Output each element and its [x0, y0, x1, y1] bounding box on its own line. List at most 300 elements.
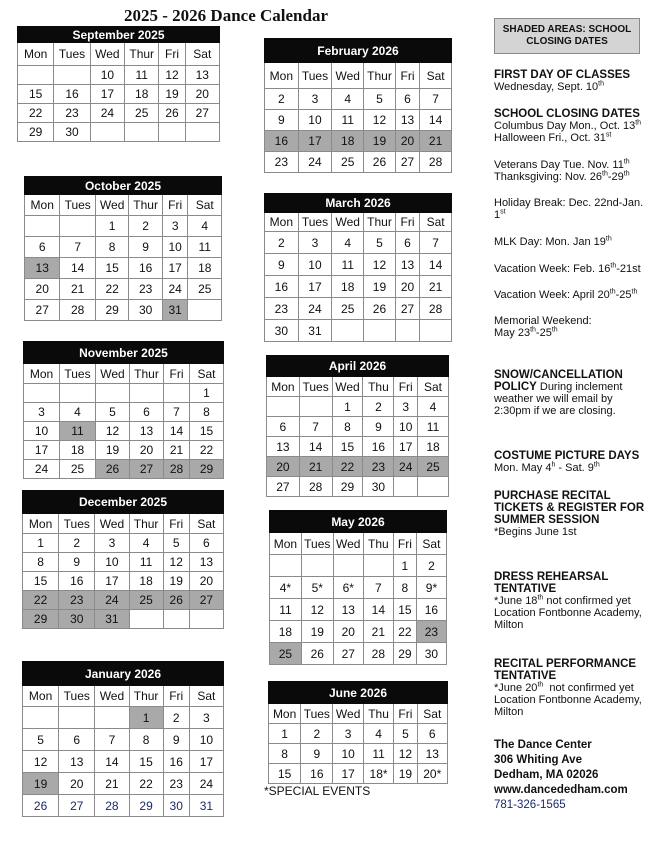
- day-cell: 24: [189, 773, 223, 795]
- day-cell: 12: [301, 599, 333, 621]
- weekday-header: Sat: [189, 514, 223, 534]
- day-cell: 11: [418, 417, 449, 437]
- day-cell: 9: [163, 729, 189, 751]
- day-cell: 13: [417, 744, 447, 764]
- day-cell: 1: [393, 555, 416, 577]
- day-cell: 30: [59, 610, 95, 629]
- day-cell: 24: [298, 152, 332, 173]
- week-row: [25, 279, 222, 300]
- day-cell: 22: [18, 104, 54, 123]
- snow-heading-2: POLICY: [494, 381, 537, 393]
- day-cell: 3: [333, 724, 363, 744]
- day-cell: 9: [59, 553, 95, 572]
- calendar-jun: [268, 681, 448, 784]
- day-cell: 12: [364, 110, 396, 131]
- weekday-header: Tues: [298, 213, 332, 232]
- week-row: [265, 89, 452, 110]
- weekday-header: Wed: [333, 704, 363, 724]
- weekday-header: Wed: [96, 364, 130, 384]
- day-cell: 21: [164, 441, 190, 460]
- day-cell: 19: [96, 441, 130, 460]
- day-cell: 29: [18, 123, 54, 142]
- text: Location Fontbonne Academy, Milton: [494, 607, 642, 631]
- day-cell: 8: [129, 729, 163, 751]
- day-cell: 9: [129, 237, 162, 258]
- day-cell: 7: [420, 89, 452, 110]
- weekday-header: Fri: [395, 213, 419, 232]
- day-cell: 16: [59, 572, 95, 591]
- week-row: [270, 555, 447, 577]
- week-row: [269, 744, 448, 764]
- weekday-header: Fri: [394, 377, 418, 397]
- weekday-header: Thu: [363, 704, 393, 724]
- day-cell: 10: [333, 744, 363, 764]
- day-cell: 10: [298, 110, 332, 131]
- recital-heading: RECITAL PERFORMANCE: [494, 658, 637, 670]
- text: *June 18: [494, 595, 538, 607]
- day-cell: 22: [23, 591, 59, 610]
- day-cell: 21: [95, 773, 129, 795]
- day-cell: 12: [364, 254, 396, 276]
- first-day-heading: FIRST DAY OF CLASSES: [494, 69, 631, 81]
- day-cell: 20: [189, 572, 223, 591]
- empty-cell: [418, 477, 449, 497]
- week-row: [23, 534, 224, 553]
- day-cell: 24: [162, 279, 188, 300]
- day-cell: 16: [265, 276, 299, 298]
- weekday-header: Thur: [125, 43, 159, 66]
- day-cell: 23: [59, 591, 95, 610]
- sup: th: [623, 170, 630, 178]
- day-cell: 19: [159, 85, 185, 104]
- weekday-header: Sat: [190, 364, 224, 384]
- day-cell: 5: [163, 534, 189, 553]
- day-cell: 21: [363, 621, 393, 643]
- day-cell: 20*: [417, 764, 447, 784]
- sup: th: [635, 119, 642, 127]
- sup: th: [537, 681, 544, 689]
- weekday-header: Thur: [129, 514, 163, 534]
- website-link[interactable]: www.dancededham.com: [494, 784, 628, 796]
- day-cell: 5: [96, 403, 130, 422]
- day-cell: 2: [129, 216, 162, 237]
- weekday-header: Wed: [90, 43, 124, 66]
- day-cell: 20: [25, 279, 60, 300]
- week-row: [23, 729, 224, 751]
- day-cell: 18: [332, 131, 364, 152]
- day-cell: 27: [395, 298, 419, 320]
- week-row: [265, 232, 452, 254]
- weekday-header: Mon: [265, 63, 299, 89]
- day-cell: 6: [395, 89, 419, 110]
- week-row: [270, 621, 447, 643]
- sup: st: [605, 131, 612, 139]
- weekday-header: Thur: [129, 195, 162, 216]
- text: *June 20: [494, 682, 538, 694]
- day-cell: 18: [270, 621, 302, 643]
- text: May 23: [494, 327, 531, 339]
- day-cell: 27: [395, 152, 419, 173]
- weekday-header: Sat: [420, 213, 452, 232]
- month-title: December 2025: [23, 491, 224, 514]
- day-cell: 22: [95, 279, 128, 300]
- day-cell: 16: [54, 85, 90, 104]
- day-cell: 9: [265, 110, 299, 131]
- day-cell: 8: [95, 237, 128, 258]
- sup: th: [593, 461, 600, 469]
- day-cell: 5: [364, 89, 396, 110]
- day-cell: 21: [60, 279, 95, 300]
- day-cell: 31: [189, 795, 223, 817]
- day-cell: 20: [333, 621, 363, 643]
- week-row: [25, 300, 222, 321]
- month-title: March 2026: [265, 194, 452, 213]
- day-cell: 2: [163, 707, 189, 729]
- sup: th: [623, 158, 630, 166]
- empty-cell: [364, 320, 396, 342]
- text: *Begins June 1st: [494, 526, 577, 538]
- month-title: June 2026: [269, 682, 448, 704]
- week-row: [267, 477, 449, 497]
- weekday-header: Tues: [299, 377, 332, 397]
- week-row: [269, 724, 448, 744]
- phone-number[interactable]: 781-326-1565: [494, 799, 566, 811]
- day-cell: 14: [299, 437, 332, 457]
- day-cell: 12: [163, 553, 189, 572]
- day-cell: 17: [90, 85, 124, 104]
- shaded-legend: SHADED AREAS: SCHOOL CLOSING DATES: [494, 18, 640, 54]
- weekday-header: Mon: [269, 704, 301, 724]
- week-row: [269, 764, 448, 784]
- april-vacation: [494, 289, 646, 301]
- week-row: [23, 795, 224, 817]
- day-cell: 17: [333, 764, 363, 784]
- day-cell: 20: [395, 131, 419, 152]
- empty-cell: [25, 216, 60, 237]
- day-cell: 24: [90, 104, 124, 123]
- day-cell: 2: [301, 724, 333, 744]
- day-cell: 17: [189, 751, 223, 773]
- weekday-header: Tues: [54, 43, 90, 66]
- weekday-header: Fri: [395, 63, 419, 89]
- calendar-sep: [17, 26, 220, 142]
- empty-cell: [395, 320, 419, 342]
- closing-heading: SCHOOL CLOSING DATES: [494, 108, 640, 120]
- closing-dates-section: [494, 108, 646, 144]
- text: Mon. May 4: [494, 462, 552, 474]
- day-cell: 25: [60, 460, 96, 479]
- day-cell: 7: [299, 417, 332, 437]
- empty-cell: [130, 384, 164, 403]
- day-cell: 24: [95, 591, 129, 610]
- day-cell: 13: [189, 553, 223, 572]
- day-cell: 29: [393, 643, 416, 665]
- text: not confirmed yet: [543, 682, 634, 694]
- day-cell: 25: [270, 643, 302, 665]
- day-cell: 13: [59, 751, 95, 773]
- text: Holiday Break: Dec. 22nd-Jan. 1: [494, 197, 644, 221]
- day-cell: 20: [267, 457, 300, 477]
- sup: th: [530, 326, 536, 334]
- calendar-apr: [266, 355, 449, 497]
- weekday-header: Mon: [24, 364, 60, 384]
- day-cell: 9: [301, 744, 333, 764]
- day-cell: 6: [59, 729, 95, 751]
- week-row: [265, 254, 452, 276]
- day-cell: 15: [269, 764, 301, 784]
- day-cell: 13: [333, 599, 363, 621]
- day-cell: 10: [394, 417, 418, 437]
- day-cell: 15: [393, 599, 416, 621]
- day-cell: 27: [267, 477, 300, 497]
- day-cell: 25: [125, 104, 159, 123]
- calendar-oct: [24, 176, 222, 321]
- day-cell: 13: [185, 66, 219, 85]
- day-cell: 15: [129, 751, 163, 773]
- weekday-header: Tues: [60, 364, 96, 384]
- day-cell: 26: [364, 298, 396, 320]
- day-cell: 31: [162, 300, 188, 321]
- sup: th: [598, 80, 605, 88]
- weekday-header: Wed: [332, 377, 363, 397]
- sup: st: [500, 208, 506, 216]
- day-cell: 4: [332, 232, 364, 254]
- day-cell: 10: [298, 254, 332, 276]
- day-cell: 3: [162, 216, 188, 237]
- week-row: [267, 397, 449, 417]
- day-cell: 23: [129, 279, 162, 300]
- day-cell: 10: [189, 729, 223, 751]
- empty-cell: [60, 384, 96, 403]
- weekday-header: Thur: [364, 63, 396, 89]
- day-cell: 18: [60, 441, 96, 460]
- day-cell: 8: [190, 403, 224, 422]
- day-cell: 17: [24, 441, 60, 460]
- week-row: [24, 422, 224, 441]
- day-cell: 22: [332, 457, 363, 477]
- day-cell: 19: [364, 131, 396, 152]
- empty-cell: [96, 384, 130, 403]
- day-cell: 7: [60, 237, 95, 258]
- day-cell: 30: [54, 123, 90, 142]
- day-cell: 23: [363, 457, 394, 477]
- day-cell: 18*: [363, 764, 393, 784]
- day-cell: 27: [25, 300, 60, 321]
- day-cell: 16: [416, 599, 446, 621]
- day-cell: 6: [267, 417, 300, 437]
- week-row: [24, 384, 224, 403]
- calendar-jan: [22, 661, 224, 817]
- week-row: [265, 276, 452, 298]
- empty-cell: [188, 300, 222, 321]
- empty-cell: [332, 320, 364, 342]
- weekday-header: Wed: [95, 195, 128, 216]
- day-cell: 6: [130, 403, 164, 422]
- day-cell: 12: [96, 422, 130, 441]
- weekday-header: Fri: [164, 364, 190, 384]
- empty-cell: [90, 123, 124, 142]
- day-cell: 29: [129, 795, 163, 817]
- day-cell: 14: [363, 599, 393, 621]
- weekday-header: Thu: [363, 533, 393, 555]
- thanksgiving: [494, 171, 630, 183]
- day-cell: 28: [363, 643, 393, 665]
- calendar-dec: [22, 490, 224, 629]
- costume-heading: COSTUME PICTURE DAYS: [494, 450, 640, 462]
- day-cell: 12: [394, 744, 417, 764]
- day-cell: 8: [393, 577, 416, 599]
- day-cell: 2: [416, 555, 446, 577]
- day-cell: 11: [129, 553, 163, 572]
- empty-cell: [270, 555, 302, 577]
- day-cell: 6*: [333, 577, 363, 599]
- day-cell: 20: [185, 85, 219, 104]
- day-cell: 16: [129, 258, 162, 279]
- empty-cell: [420, 320, 452, 342]
- day-cell: 8: [23, 553, 59, 572]
- day-cell: 30: [163, 795, 189, 817]
- day-cell: 14: [95, 751, 129, 773]
- day-cell: 20: [59, 773, 95, 795]
- day-cell: 15: [332, 437, 363, 457]
- day-cell: 11: [188, 237, 222, 258]
- day-cell: 20: [395, 276, 419, 298]
- day-cell: 3: [298, 89, 332, 110]
- week-row: [24, 403, 224, 422]
- weekday-header: Thur: [364, 213, 396, 232]
- day-cell: 23: [265, 152, 299, 173]
- day-cell: 9: [265, 254, 299, 276]
- text: -25: [535, 327, 552, 339]
- day-cell: 19: [364, 276, 396, 298]
- veterans-day: Veterans Day Tue. Nov. 11: [494, 159, 624, 171]
- day-cell: 17: [298, 276, 332, 298]
- empty-cell: [129, 610, 163, 629]
- day-cell: 5: [364, 232, 396, 254]
- week-row: [265, 152, 452, 173]
- day-cell: 4: [332, 89, 364, 110]
- day-cell: 25: [332, 152, 364, 173]
- day-cell: 24: [24, 460, 60, 479]
- empty-cell: [189, 610, 223, 629]
- day-cell: 19: [394, 764, 417, 784]
- weekday-header: Mon: [267, 377, 300, 397]
- day-cell: 28: [95, 795, 129, 817]
- day-cell: 27: [333, 643, 363, 665]
- recital-tickets-heading: PURCHASE RECITAL TICKETS & REGISTER FOR SUMMER SESSION: [494, 490, 645, 526]
- weekday-header: Mon: [18, 43, 54, 66]
- day-cell: 28: [164, 460, 190, 479]
- weekday-header: Tues: [301, 533, 333, 555]
- empty-cell: [159, 123, 185, 142]
- first-day-text: Wednesday, Sept. 10: [494, 81, 599, 93]
- recital-heading-2: TENTATIVE: [494, 670, 557, 682]
- sup: th: [609, 288, 616, 296]
- week-row: [265, 298, 452, 320]
- week-row: [23, 610, 224, 629]
- week-row: [267, 417, 449, 437]
- day-cell: 26: [159, 104, 185, 123]
- day-cell: 7: [363, 577, 393, 599]
- day-cell: 11: [60, 422, 96, 441]
- sup: h: [551, 461, 556, 469]
- month-title: November 2025: [24, 342, 224, 364]
- day-cell: 23: [265, 298, 299, 320]
- mlk-day: [494, 236, 646, 248]
- weekday-header: Mon: [23, 514, 59, 534]
- text: -29: [607, 171, 624, 183]
- day-cell: 18: [418, 437, 449, 457]
- day-cell: 8: [269, 744, 301, 764]
- month-title: April 2026: [267, 356, 449, 377]
- calendar-mar: [264, 193, 452, 342]
- weekday-header: Mon: [23, 686, 59, 707]
- day-cell: 2: [363, 397, 394, 417]
- day-cell: 2: [265, 232, 299, 254]
- page-title: 2025 - 2026 Dance Calendar: [124, 6, 328, 25]
- empty-cell: [125, 123, 159, 142]
- text: -25: [615, 289, 632, 301]
- day-cell: 21: [420, 131, 452, 152]
- day-cell: 6: [189, 534, 223, 553]
- columbus-day: Columbus Day Mon., Oct. 13: [494, 120, 636, 132]
- weekday-header: Tues: [298, 63, 332, 89]
- day-cell: 11: [270, 599, 302, 621]
- week-row: [267, 437, 449, 457]
- day-cell: 13: [395, 254, 419, 276]
- day-cell: 7: [164, 403, 190, 422]
- weekday-header: Thur: [129, 686, 163, 707]
- empty-cell: [163, 610, 189, 629]
- day-cell: 10: [90, 66, 124, 85]
- week-row: [23, 553, 224, 572]
- day-cell: 26: [301, 643, 333, 665]
- day-cell: 22: [393, 621, 416, 643]
- day-cell: 27: [59, 795, 95, 817]
- week-row: [25, 258, 222, 279]
- day-cell: 16: [265, 131, 299, 152]
- day-cell: 1: [95, 216, 128, 237]
- day-cell: 16: [301, 764, 333, 784]
- day-cell: 4: [188, 216, 222, 237]
- empty-cell: [24, 384, 60, 403]
- text: not confirmed yet: [543, 595, 631, 607]
- day-cell: 4*: [270, 577, 302, 599]
- week-row: [18, 123, 220, 142]
- weekday-header: Mon: [265, 213, 299, 232]
- day-cell: 11: [332, 110, 364, 131]
- weekday-header: Mon: [270, 533, 302, 555]
- empty-cell: [267, 397, 300, 417]
- empty-cell: [363, 555, 393, 577]
- business-name: The Dance Center: [494, 739, 592, 751]
- day-cell: 28: [420, 298, 452, 320]
- day-cell: 12: [23, 751, 59, 773]
- day-cell: 6: [395, 232, 419, 254]
- day-cell: 16: [163, 751, 189, 773]
- empty-cell: [164, 384, 190, 403]
- day-cell: 1: [190, 384, 224, 403]
- empty-cell: [95, 707, 129, 729]
- day-cell: 31: [95, 610, 129, 629]
- day-cell: 11: [125, 66, 159, 85]
- week-row: [23, 591, 224, 610]
- day-cell: 15: [95, 258, 128, 279]
- text: Vacation Week: Feb. 16: [494, 263, 611, 275]
- day-cell: 26: [163, 591, 189, 610]
- week-row: [23, 751, 224, 773]
- week-row: [25, 237, 222, 258]
